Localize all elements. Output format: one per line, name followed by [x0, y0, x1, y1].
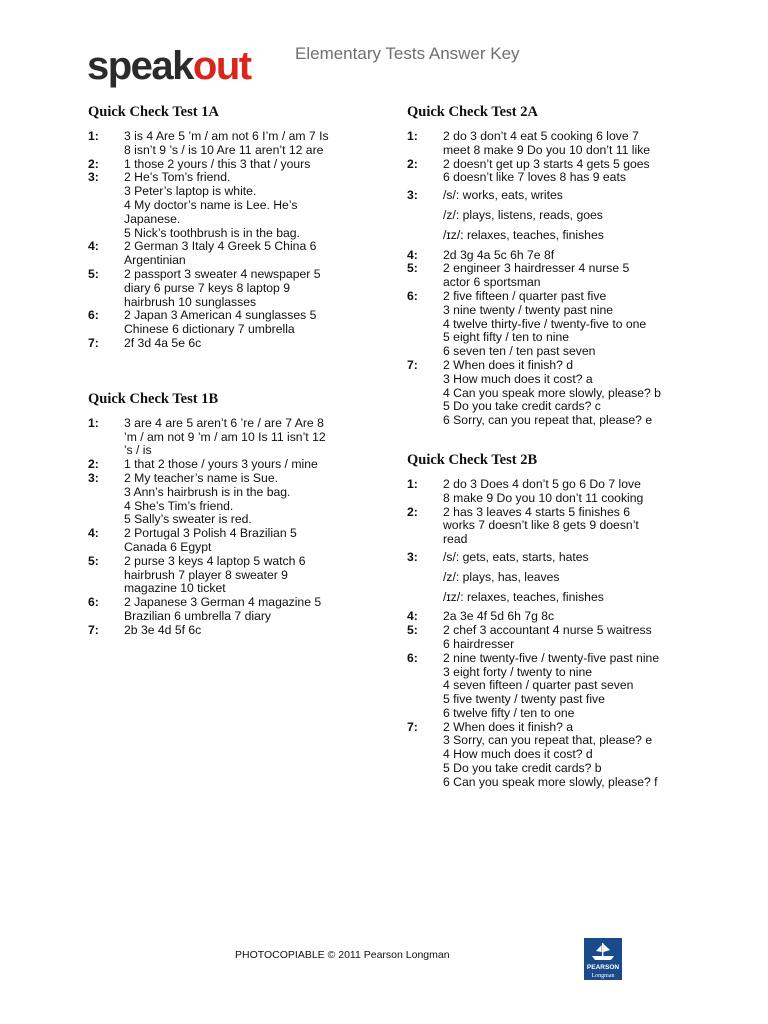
question-number: 3:	[88, 470, 99, 485]
answer-row	[407, 262, 768, 290]
answer-row	[88, 417, 458, 458]
quick-check-section	[88, 391, 458, 638]
answer-line: actor 6 sportsman	[443, 275, 541, 290]
question-number: 7:	[407, 357, 418, 372]
answer-line: works 7 doesn’t like 8 gets 9 doesn’t	[443, 518, 639, 533]
answer-line: Brazilian 6 umbrella 7 diary	[124, 608, 271, 623]
answer-lines	[443, 158, 768, 186]
question-number: 6:	[88, 595, 99, 610]
answer-line: 2 Portugal 3 Polish 4 Brazilian 5	[124, 526, 297, 541]
question-number: 7:	[88, 622, 99, 637]
answer-row	[88, 458, 458, 472]
answer-line: 3 is 4 Are 5 ’m / am not 6 I’m / am 7 Is	[124, 129, 329, 143]
answer-line: magazine 10 ticket	[124, 581, 226, 596]
answer-line: 2 engineer 3 hairdresser 4 nurse 5	[443, 261, 630, 276]
answer-line: 6 hairdresser	[443, 636, 515, 651]
question-number: 4:	[88, 239, 99, 254]
question-number: 5:	[88, 266, 99, 281]
answer-line: 2 nine twenty-five / twenty-five past nine	[443, 650, 660, 665]
answer-line: 4 Can you speak more slowly, please? b	[443, 385, 661, 400]
right-column	[407, 104, 768, 790]
longman-name: Longman	[591, 973, 615, 979]
section-title: Quick Check Test 2A	[407, 104, 538, 120]
answer-line: 2a 3e 4f 5d 6h 7g 8c	[443, 609, 555, 624]
answer-row	[88, 309, 458, 337]
answer-line: 2 has 3 leaves 4 starts 5 finishes 6	[443, 504, 630, 519]
answer-line: 6 Can you speak more slowly, please? f	[443, 774, 658, 789]
answer-line: 5 Do you take credit cards? c	[443, 399, 601, 414]
speakout-logo	[87, 46, 251, 86]
answer-row	[88, 240, 458, 268]
answer-lines	[443, 610, 768, 624]
answer-line: read	[443, 532, 468, 547]
question-number: 2:	[88, 156, 99, 171]
answer-line: 2 When does it finish? a	[443, 719, 574, 734]
answer-row	[407, 610, 768, 624]
answer-line: 5 eight fifty / ten to nine	[443, 330, 570, 345]
question-number: 3:	[407, 549, 418, 564]
answer-line: 8 make 9 Do you 10 don’t 11 cooking	[443, 490, 644, 505]
answer-line: 1 that 2 those / yours 3 yours / mine	[124, 457, 318, 472]
answer-line: 3 eight forty / twenty to nine	[443, 664, 593, 679]
answer-row	[407, 551, 768, 610]
phonetic-answer: /ɪz/: relaxes, teaches, finishes	[443, 589, 604, 604]
answer-lines	[443, 478, 768, 506]
answer-line: 2d 3g 4a 5c 6h 7e 8f	[443, 247, 555, 262]
answer-line: 6 doesn’t like 7 loves 8 has 9 eats	[443, 170, 626, 185]
answer-line: 5 Do you take credit cards? b	[443, 761, 602, 776]
answer-line: 3 nine twenty / twenty past nine	[443, 302, 614, 317]
answer-line: 4 seven fifteen / quarter past seven	[443, 678, 634, 693]
answer-line: 2 purse 3 keys 4 laptop 5 watch 6	[124, 553, 306, 568]
answer-lines	[443, 359, 768, 428]
answer-line: 8 isn’t 9 ’s / is 10 Are 11 aren’t 12 are	[124, 142, 324, 157]
answer-line: 4 How much does it cost? d	[443, 747, 593, 762]
answer-line: 2 My teacher’s name is Sue.	[124, 470, 278, 485]
answer-line: 2 doesn’t get up 3 starts 4 gets 5 goes	[443, 156, 650, 171]
answer-lines	[443, 624, 768, 652]
answer-lines	[443, 130, 768, 158]
answer-line: 2 do 3 Does 4 don’t 5 go 6 Do 7 love	[443, 476, 641, 491]
answer-lines	[443, 506, 768, 547]
question-number: 1:	[407, 129, 418, 143]
answer-row	[88, 527, 458, 555]
question-number: 2:	[407, 504, 418, 519]
answer-row	[407, 158, 768, 186]
answer-lines	[443, 721, 768, 790]
answer-line: ’m / am not 9 ’m / am 10 Is 11 isn’t 12	[124, 429, 326, 444]
phonetic-answer: /ɪz/: relaxes, teaches, finishes	[443, 227, 604, 242]
answer-line: Canada 6 Egypt	[124, 539, 212, 554]
answer-line: hairbrush 7 player 8 sweater 9	[124, 567, 288, 582]
logo-out: out	[192, 44, 251, 88]
answer-row	[407, 130, 768, 158]
question-number: 4:	[407, 247, 418, 262]
question-number: 4:	[88, 526, 99, 541]
answer-row	[407, 624, 768, 652]
answer-row	[88, 171, 458, 240]
section-title: Quick Check Test 1B	[88, 390, 219, 407]
answer-row	[88, 337, 458, 351]
photocopiable-notice: PHOTOCOPIABLE © 2011 Pearson Longman	[235, 949, 450, 961]
question-number: 6:	[407, 650, 418, 665]
answer-line: 2 Japan 3 American 4 sunglasses 5	[124, 308, 317, 323]
answer-line: 3 Peter’s laptop is white.	[124, 184, 257, 199]
answer-line: meet 8 make 9 Do you 10 don’t 11 like	[443, 142, 651, 157]
section-title: Quick Check Test 1A	[88, 104, 219, 120]
answer-line: 4 My doctor’s name is Lee. He’s	[124, 197, 298, 212]
answer-line: 2 passport 3 sweater 4 newspaper 5	[124, 266, 321, 281]
left-column	[88, 104, 458, 638]
question-number: 2:	[88, 457, 99, 472]
logo-speak: speak	[87, 44, 193, 88]
answer-line: 4 She’s Tim’s friend.	[124, 498, 234, 513]
answer-row	[407, 721, 768, 790]
answer-row	[88, 596, 458, 624]
answer-line: 2 five fifteen / quarter past five	[443, 288, 607, 303]
answer-lines	[443, 652, 768, 721]
answer-lines	[443, 189, 768, 248]
page-title: Elementary Tests Answer Key	[295, 44, 520, 63]
answer-row	[88, 158, 458, 172]
answer-line: 3 Sorry, can you repeat that, please? e	[443, 733, 653, 748]
answer-lines	[443, 249, 768, 263]
answer-row	[407, 359, 768, 428]
answer-line: 2 Japanese 3 German 4 magazine 5	[124, 595, 322, 610]
question-number: 5:	[88, 553, 99, 568]
answer-line: 1 those 2 yours / this 3 that / yours	[124, 156, 311, 171]
answer-line: 3 How much does it cost? a	[443, 371, 593, 386]
answer-line: 5 Nick’s toothbrush is in the bag.	[124, 225, 300, 240]
pearson-longman-logo	[584, 938, 622, 980]
quick-check-section	[88, 104, 458, 351]
answer-row	[88, 268, 458, 309]
pearson-name: PEARSON	[586, 964, 620, 971]
answer-line: 2 He’s Tom’s friend.	[124, 170, 231, 185]
answer-line: 2f 3d 4a 5e 6c	[124, 335, 202, 350]
answer-row	[407, 290, 768, 359]
answer-row	[407, 652, 768, 721]
question-number: 4:	[407, 609, 418, 624]
answer-line: 2 German 3 Italy 4 Greek 5 China 6	[124, 239, 317, 254]
answer-row	[407, 189, 768, 248]
answer-lines	[443, 551, 768, 610]
question-number: 7:	[407, 719, 418, 734]
answer-line: 2b 3e 4d 5f 6c	[124, 622, 202, 637]
phonetic-answer: /z/: plays, has, leaves	[443, 569, 560, 584]
phonetic-answer: /s/: gets, eats, starts, hates	[443, 549, 589, 564]
quick-check-section	[407, 452, 768, 790]
answer-line: 5 Sally’s sweater is red.	[124, 512, 252, 527]
question-number: 1:	[407, 476, 418, 491]
question-number: 5:	[407, 623, 418, 638]
answer-line: 2 chef 3 accountant 4 nurse 5 waitress	[443, 623, 652, 638]
question-number: 1:	[88, 129, 99, 143]
question-number: 3:	[407, 188, 418, 203]
answer-row	[88, 472, 458, 527]
answer-line: hairbrush 10 sunglasses	[124, 294, 257, 309]
phonetic-answer: /s/: works, eats, writes	[443, 188, 563, 203]
answer-line: Japanese.	[124, 211, 181, 226]
answer-line: 3 are 4 are 5 aren’t 6 ’re / are 7 Are 8	[124, 415, 324, 430]
answer-line: 2 do 3 don’t 4 eat 5 cooking 6 love 7	[443, 129, 639, 143]
answer-row	[407, 506, 768, 547]
answer-row	[88, 624, 458, 638]
question-number: 1:	[88, 415, 99, 430]
quick-check-section	[407, 104, 768, 428]
answer-line: 4 twelve thirty-five / twenty-five to one	[443, 316, 647, 331]
answer-line: ’s / is	[124, 443, 152, 458]
answer-line: 6 twelve fifty / ten to one	[443, 705, 575, 720]
answer-row	[88, 555, 458, 596]
answer-lines	[443, 290, 768, 359]
answer-line: Chinese 6 dictionary 7 umbrella	[124, 322, 295, 337]
answer-row	[407, 249, 768, 263]
question-number: 7:	[88, 335, 99, 350]
section-title: Quick Check Test 2B	[407, 451, 538, 468]
answer-line: Argentinian	[124, 253, 186, 268]
question-number: 5:	[407, 261, 418, 276]
answer-line: 6 Sorry, can you repeat that, please? e	[443, 413, 653, 428]
phonetic-answer: /z/: plays, listens, reads, goes	[443, 207, 603, 222]
question-number: 6:	[407, 288, 418, 303]
answer-line: 3 Ann’s hairbrush is in the bag.	[124, 484, 291, 499]
answer-line: 6 seven ten / ten past seven	[443, 344, 596, 359]
answer-line: 2 When does it finish? d	[443, 357, 574, 372]
question-number: 6:	[88, 308, 99, 323]
answer-row	[88, 130, 458, 158]
question-number: 3:	[88, 170, 99, 185]
answer-line: 5 five twenty / twenty past five	[443, 692, 605, 707]
answer-lines	[443, 262, 768, 290]
answer-line: diary 6 purse 7 keys 8 laptop 9	[124, 280, 290, 295]
answer-row	[407, 478, 768, 506]
question-number: 2:	[407, 156, 418, 171]
